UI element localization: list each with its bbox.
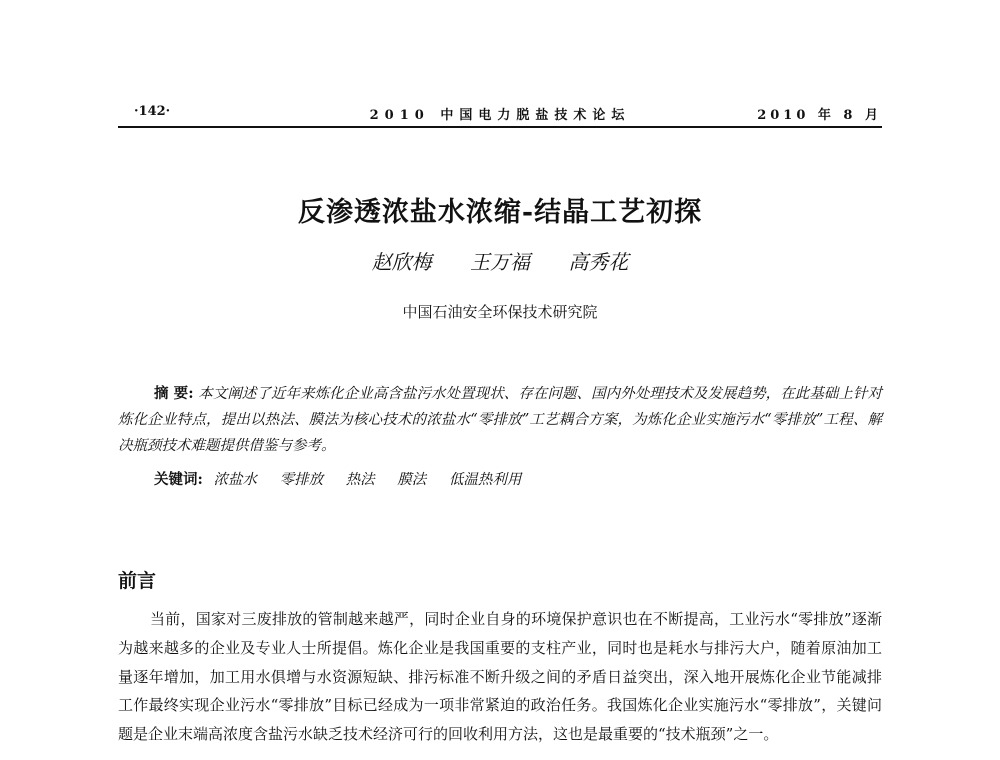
keyword: 热法 (345, 472, 375, 488)
section-heading: 前言 (118, 570, 157, 592)
abstract (118, 381, 882, 459)
author-name: 王万福 (470, 250, 530, 274)
article-title: 反渗透浓盐水浓缩-结晶工艺初探 (297, 197, 703, 228)
page-number: ·142· (134, 104, 171, 119)
keywords (154, 467, 882, 493)
author-list (0, 246, 1000, 275)
keyword: 膜法 (397, 472, 427, 488)
abstract-text: 本文阐述了近年来炼化企业高含盐污水处置现状、存在问题、国内外处理技术及发展趋势，在此基础上针对炼化企业特点，提出以热法、膜法为核心技术的浓盐水“零排放”工艺耦合方案，为炼化企业实施污水“零排放”工程、解决瓶颈技术难题提供借鉴与参考。 (118, 386, 883, 454)
issue-date: 2010 年 8 月 (757, 108, 882, 123)
author-name: 高秀花 (568, 250, 629, 274)
journal-name: 2010 中国电力脱盐技术论坛 (369, 108, 631, 123)
body-paragraph: 当前，国家对三废排放的管制越来越严，同时企业自身的环境保护意识也在不断提高，工业污水“零排放”逐渐为越来越多的企业及专业人士所提倡。炼化企业是我国重要的支柱产业，同时也是耗水与排污大户，随着原油加工量逐年增加，加工用水俱增与水资源短缺、排污标准不断升级之间的矛盾日益突出，深入地开展炼化企业节能减排工作最终实现企业污水“零排放”目标已经成为一项非常紧迫的政治任务。我国炼化企业实施污水“零排放”，关键问题是企业末端高浓度含盐污水缺乏技术经济可行的回收利用方法，这也是最重要的“技术瓶颈”之一。 (118, 610, 882, 744)
keyword: 零排放 (279, 472, 324, 488)
keyword: 浓盐水 (213, 472, 257, 488)
author-name: 赵欣梅 (371, 250, 432, 274)
keywords-label: 关键词: (154, 471, 203, 488)
running-header (118, 104, 882, 128)
abstract-label: 摘 要: (154, 385, 194, 402)
keyword: 低温热利用 (448, 472, 522, 488)
affiliation: 中国石油安全环保技术研究院 (402, 303, 598, 321)
